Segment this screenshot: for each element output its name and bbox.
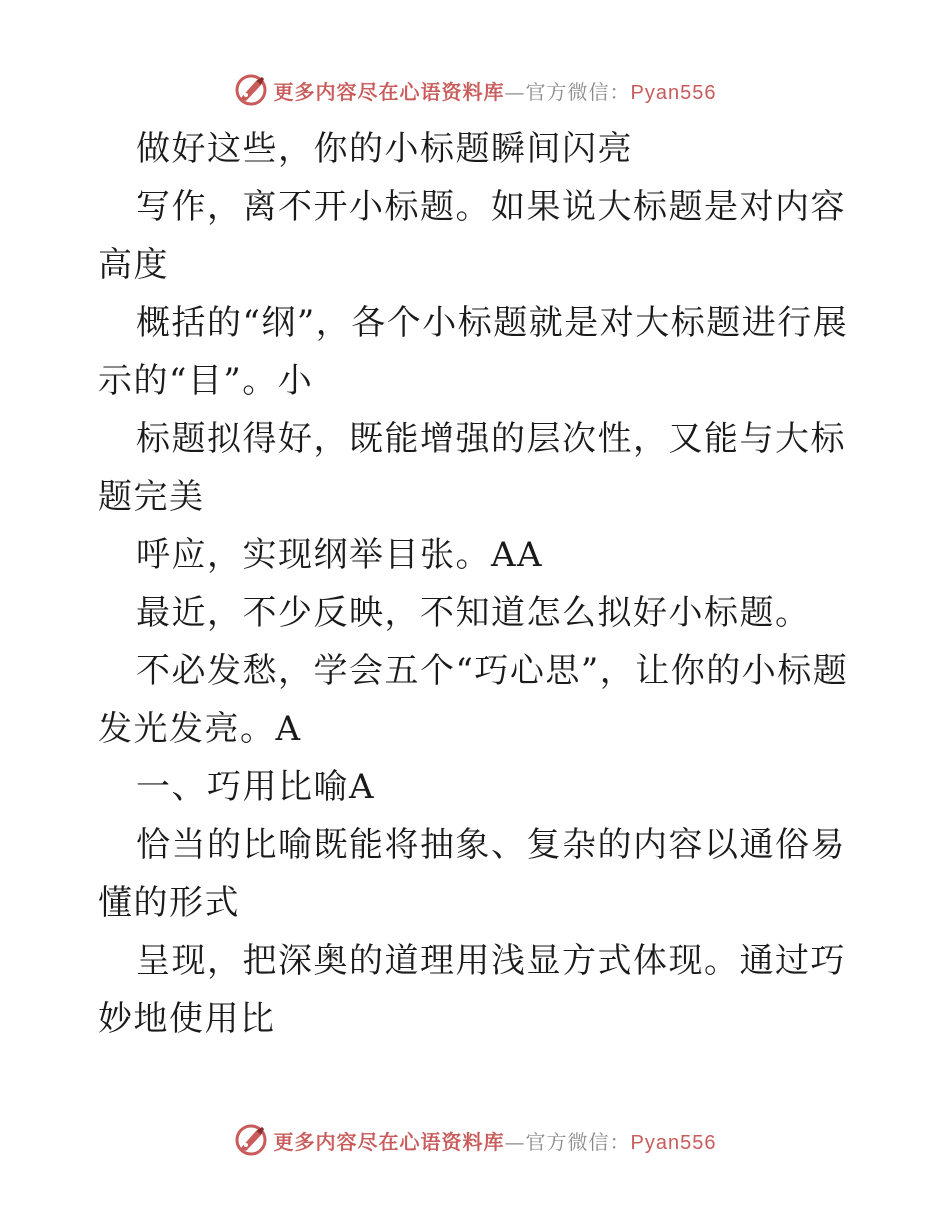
paragraph-title: 做好这些，你的小标题瞬间闪亮 [136, 129, 633, 169]
footer-banner [0, 1120, 950, 1160]
footer-banner-dash: — [504, 1129, 526, 1154]
header-banner-wechat-label: 官方微信： [525, 79, 631, 104]
footer-banner-wechat-label: 官方微信： [525, 1129, 631, 1154]
quill-logo-icon [234, 73, 268, 107]
paragraph: 呼应，实现纲举目张。AA [136, 535, 544, 575]
paragraph: 最近，不少反映，不知道怎么拟好小标题。 [136, 593, 811, 633]
document-body [98, 120, 858, 1048]
paragraph: 标题拟得好，既能增强的层次性，又能与大标题完美 [98, 419, 846, 517]
header-banner-dash: — [504, 79, 526, 104]
footer-banner-title: 更多内容尽在心语资料库 [273, 1129, 505, 1154]
quill-logo-icon [234, 1123, 268, 1157]
header-banner-text [274, 76, 717, 105]
header-banner [0, 70, 950, 110]
header-banner-title: 更多内容尽在心语资料库 [273, 79, 505, 104]
paragraph: 呈现，把深奥的道理用浅显方式体现。通过巧妙地使用比 [98, 941, 846, 1039]
footer-banner-text [274, 1126, 717, 1155]
header-banner-handle: Pyan556 [630, 81, 717, 104]
footer-banner-handle: Pyan556 [630, 1131, 717, 1154]
paragraph: 恰当的比喻既能将抽象、复杂的内容以通俗易懂的形式 [98, 825, 846, 923]
paragraph: 概括的“纲”，各个小标题就是对大标题进行展示的“目”。小 [98, 303, 849, 401]
paragraph: 不必发愁，学会五个“巧心思”，让你的小标题发光发亮。A [98, 651, 849, 749]
section-heading: 一、巧用比喻A [136, 767, 376, 807]
paragraph: 写作，离不开小标题。如果说大标题是对内容高度 [98, 187, 846, 285]
